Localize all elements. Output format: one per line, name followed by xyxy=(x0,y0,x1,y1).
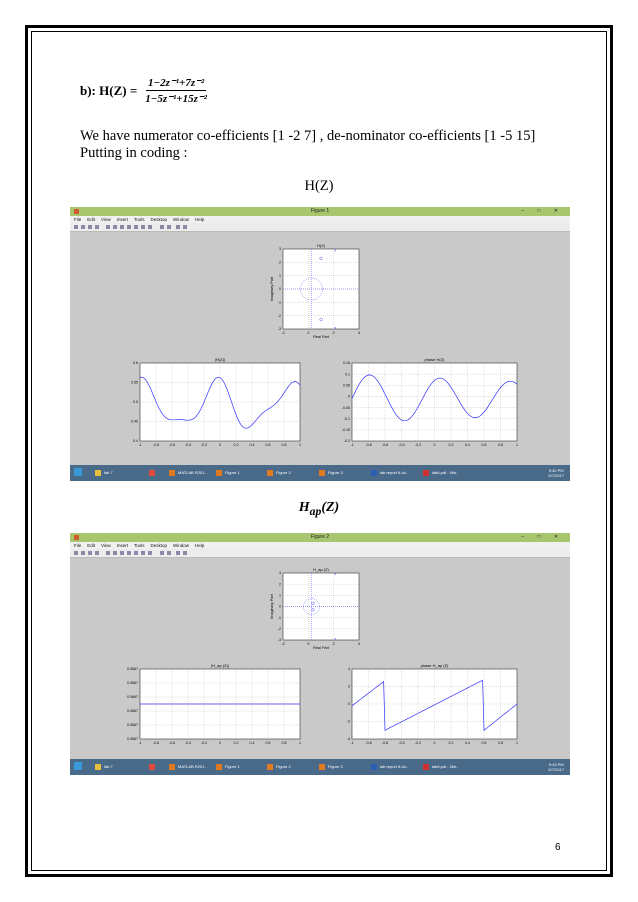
figure-2-screenshot xyxy=(70,533,570,775)
fig1-mag-xtick-label: 0.2 xyxy=(233,443,239,447)
menu-desktop[interactable]: Desktop xyxy=(150,217,168,222)
figure-1-screenshot xyxy=(70,207,570,481)
fig2-pz-ytick-label: 2 xyxy=(279,582,281,587)
fig2-phase-xtick-label: -0.2 xyxy=(414,741,422,745)
taskbar-clock: 9:42 PM 6/7/2017 xyxy=(548,468,564,478)
taskbar xyxy=(70,465,570,481)
fig1-mag-ytick-label: 0.6 xyxy=(133,361,138,366)
fig1-mag-title: |H(Z)| xyxy=(214,357,226,362)
fig2-phase-ytick-label: -4 xyxy=(346,737,350,742)
fig2-pz-ytick-label: -1 xyxy=(277,615,281,620)
fig2-pz-ytick-label: -3 xyxy=(277,638,281,643)
fig1-pz-pole-marker: x xyxy=(334,248,337,253)
fig1-pz-ytick-label: 1 xyxy=(279,273,281,278)
fig2-pz-ytick-label: 0 xyxy=(279,604,281,609)
taskbar-item[interactable]: Figure 1 xyxy=(215,467,240,479)
fig1-pz-pole-marker: x xyxy=(334,325,337,330)
fig1-pz-xlabel: Real Part xyxy=(313,335,329,339)
menu-file[interactable]: File xyxy=(74,217,82,222)
fig2-mag-xtick-label: -0.4 xyxy=(184,741,192,745)
fig1-phase-xtick-label: 1 xyxy=(516,443,518,447)
pdf-taskbar-item[interactable]: lab6.pdf - Nitr.. xyxy=(422,761,458,773)
fig1-mag-ytick-label: 0.4 xyxy=(133,439,138,444)
fig2-pz-xtick-label: -2 xyxy=(281,642,285,646)
fig1-mag-xtick-label: -0.2 xyxy=(200,443,208,447)
fig2-mag-xtick-label: 0 xyxy=(219,741,221,745)
taskbar-item[interactable]: lab 7 xyxy=(94,761,113,773)
fig1-pz-ytick-label: 2 xyxy=(279,260,281,265)
menu-insert[interactable]: Insert xyxy=(116,543,128,548)
page-number: 6 xyxy=(555,842,561,853)
menu-tools[interactable]: Tools xyxy=(133,217,145,222)
transfer-function-equation xyxy=(80,76,207,105)
fig1-phase-xtick-label: 0.6 xyxy=(481,443,487,447)
fig2-mag-ytick-label: 0.0667 xyxy=(127,681,138,686)
fig1-pz-ytick-label: 0 xyxy=(279,287,281,292)
fig2-mag-ytick-label: 0.0667 xyxy=(127,695,138,700)
fig1-mag-ytick-label: 0.5 xyxy=(133,400,138,405)
part-label: b): H(Z) = xyxy=(80,82,138,98)
window-controls: – □ ✕ xyxy=(521,208,564,214)
fig1-phase-ytick-label: -0.2 xyxy=(343,439,350,444)
fig2-phase-ytick-label: 2 xyxy=(348,684,350,689)
fig1-mag-xtick-label: -0.6 xyxy=(168,443,176,447)
fig2-mag-ytick-label: 0.0667 xyxy=(127,737,138,742)
fig2-mag-xtick-label: -1 xyxy=(138,741,142,745)
fig1-pz-ytick-label: -3 xyxy=(277,327,281,332)
fig2-phase-xtick-label: 0.8 xyxy=(498,741,503,745)
fig1-phase-ytick-label: -0.15 xyxy=(341,428,350,433)
fig2-pz-ytick-label: 1 xyxy=(279,593,281,598)
denominator: 1−5z⁻¹+15z⁻² xyxy=(145,93,207,105)
fig2-pz-xlabel: Real Part xyxy=(313,646,329,650)
fig2-phase-xtick-label: -1 xyxy=(350,741,354,745)
fig2-pz-pole-marker: x xyxy=(334,637,337,642)
fig1-mag-xtick-label: -0.8 xyxy=(152,443,160,447)
fig2-phase-xtick-label: 0.6 xyxy=(481,741,487,745)
fig1-phase-xtick-label: -0.8 xyxy=(365,443,372,447)
taskbar-item[interactable]: MATLAB R201.. xyxy=(168,761,207,773)
fig1-phase-title: phase H(Z) xyxy=(424,357,445,362)
window-title: Figure 2 xyxy=(310,534,330,540)
fig1-phase-ytick-label: 0.05 xyxy=(343,383,350,388)
menu-tools[interactable]: Tools xyxy=(133,543,145,548)
fig2-mag-xtick-label: 0.4 xyxy=(249,741,255,745)
fig1-pz-title: H(Z) xyxy=(317,243,325,248)
taskbar-item[interactable]: lab 7 xyxy=(94,467,113,479)
taskbar-item[interactable]: Figure 3 xyxy=(318,761,343,773)
fig2-phase-xtick-label: 0.4 xyxy=(465,741,470,745)
fig1-phase-xtick-label: 0 xyxy=(433,443,436,447)
fig2-mag-ytick-label: 0.0667 xyxy=(127,667,138,672)
fig2-phase-title: phase H_ap (Z) xyxy=(420,663,449,668)
menu-window[interactable]: Window xyxy=(173,543,190,548)
menu-view[interactable]: View xyxy=(101,217,111,222)
fig1-pz-ytick-label: 3 xyxy=(279,247,281,252)
fig2-mag-ytick-label: 0.0667 xyxy=(127,723,138,728)
taskbar xyxy=(70,759,570,775)
fig2-phase-xtick-label: -0.8 xyxy=(365,741,372,745)
fig2-phase-xtick-label: 0 xyxy=(433,741,436,745)
fig2-phase-ytick-label: 4 xyxy=(348,667,350,672)
menu-desktop[interactable]: Desktop xyxy=(150,543,168,548)
fig2-phase-ytick-label: 0 xyxy=(348,702,350,707)
taskbar-item[interactable]: Figure 3 xyxy=(318,467,343,479)
paragraph-line-1: We have numerator co-efficients [1 -2 7] , de-nominator co-efficients [1 -5 15] xyxy=(80,128,536,144)
fig2-phase-xtick-label: -0.6 xyxy=(381,741,389,745)
fig1-phase-xtick-label: 0.2 xyxy=(448,443,454,447)
fig1-mag-xtick-label: 0.6 xyxy=(265,443,271,447)
windows-start-icon[interactable] xyxy=(74,468,82,476)
fig1-mag-xtick-label: -0.4 xyxy=(184,443,192,447)
fig1-mag-xtick-label: 0.8 xyxy=(281,443,287,447)
fig2-phase-xtick-label: 0.2 xyxy=(448,741,454,745)
paragraph-line-2: Putting in coding : xyxy=(80,145,188,161)
fig1-pz-ytick-label: -2 xyxy=(277,313,281,318)
fig2-pz-pole-marker: x xyxy=(334,572,337,577)
menu-edit[interactable]: Edit xyxy=(87,217,96,222)
fig2-pz-xtick-label: 0 xyxy=(307,642,310,646)
fig1-phase-xtick-label: 0.4 xyxy=(465,443,470,447)
fig2-mag-xtick-label: 0.2 xyxy=(233,741,239,745)
chrome-icon[interactable] xyxy=(148,467,158,479)
window-controls: – □ ✕ xyxy=(521,534,564,540)
figure-2-caption: $H_{ap}(Z)$ xyxy=(298,500,340,518)
fig1-mag-xtick-label: 0 xyxy=(219,443,221,447)
fig1-phase-xtick-label: -0.4 xyxy=(398,443,405,447)
fig1-phase-xtick-label: -0.2 xyxy=(414,443,422,447)
taskbar-clock: 9:43 PM 6/7/2017 xyxy=(548,762,564,772)
window-title: Figure 1 xyxy=(310,208,330,214)
fig1-mag-ytick-label: 0.45 xyxy=(131,419,138,424)
fig1-phase-ytick-label: 0.1 xyxy=(345,372,350,377)
fig1-phase-ytick-label: -0.1 xyxy=(343,416,350,421)
menu-edit[interactable]: Edit xyxy=(87,543,96,548)
fig1-phase-ytick-label: 0.15 xyxy=(343,361,350,366)
fig1-mag-xtick-label: -1 xyxy=(138,443,142,447)
chrome-icon[interactable] xyxy=(148,761,158,773)
fig1-phase-ytick-label: 0 xyxy=(348,394,350,399)
fig1-phase-xtick-label: -1 xyxy=(350,443,354,447)
fig1-pz-xtick-label: -2 xyxy=(281,331,285,335)
taskbar-item[interactable]: MATLAB R201.. xyxy=(168,467,207,479)
figure-1-plots xyxy=(70,207,570,481)
fig2-phase-xtick-label: 1 xyxy=(516,741,518,745)
fig2-phase-ytick-label: -2 xyxy=(346,719,350,724)
word-taskbar-item[interactable]: lab report 6.do.. xyxy=(370,761,408,773)
fig1-phase-ytick-label: -0.05 xyxy=(341,405,350,410)
fig1-phase-xtick-label: -0.6 xyxy=(381,443,389,447)
fig2-pz-ylabel: Imaginary Part xyxy=(270,594,274,619)
menu-view[interactable]: View xyxy=(101,543,111,548)
fraction xyxy=(145,76,207,105)
fig1-mag-xtick-label: 1 xyxy=(299,443,301,447)
fig1-pz-xtick-label: 4 xyxy=(358,331,360,335)
fig2-mag-xtick-label: 0.6 xyxy=(265,741,271,745)
fig1-pz-xtick-label: 2 xyxy=(332,331,335,335)
fig2-pz-ytick-label: 3 xyxy=(279,571,281,576)
fig2-mag-title: |H_ap (Z)| xyxy=(211,663,229,668)
menu-window[interactable]: Window xyxy=(173,217,190,222)
fig2-phase-xtick-label: -0.4 xyxy=(398,741,405,745)
fig2-pz-xtick-label: 4 xyxy=(358,642,360,646)
fig1-pz-xtick-label: 0 xyxy=(307,331,310,335)
fig1-pz-ytick-label: -1 xyxy=(277,300,281,305)
figure-1-caption: H(Z) xyxy=(304,178,334,194)
fig2-pz-title: H_ap (Z) xyxy=(313,567,329,572)
fig2-mag-xtick-label: -0.6 xyxy=(168,741,176,745)
windows-start-icon[interactable] xyxy=(74,762,82,770)
taskbar-item[interactable]: Figure 1 xyxy=(215,761,240,773)
fig2-mag-ytick-label: 0.0667 xyxy=(127,709,138,714)
fig2-pz-ytick-label: -2 xyxy=(277,627,281,632)
fig2-mag-xtick-label: -0.2 xyxy=(200,741,208,745)
menu-help[interactable]: Help xyxy=(195,217,205,222)
menu-insert[interactable]: Insert xyxy=(116,217,128,222)
fig1-mag-ytick-label: 0.55 xyxy=(131,380,138,385)
fig2-mag-xtick-label: 0.8 xyxy=(281,741,287,745)
fig1-phase-xtick-label: 0.8 xyxy=(498,443,503,447)
description-paragraph xyxy=(80,128,580,162)
menu-help[interactable]: Help xyxy=(195,543,205,548)
fig2-mag-xtick-label: 1 xyxy=(299,741,301,745)
fig2-mag-xtick-label: -0.8 xyxy=(152,741,160,745)
taskbar-item[interactable]: Figure 2 xyxy=(266,467,291,479)
word-taskbar-item[interactable]: lab report 6.do.. xyxy=(370,467,408,479)
fig1-pz-ylabel: Imaginary Part xyxy=(270,276,274,302)
fig2-pz-xtick-label: 2 xyxy=(332,642,335,646)
numerator: 1−2z⁻¹+7z⁻² xyxy=(148,77,205,89)
pdf-taskbar-item[interactable]: lab6.pdf - Nitr.. xyxy=(422,467,458,479)
taskbar-item[interactable]: Figure 2 xyxy=(266,761,291,773)
figure-2-plots xyxy=(70,533,570,775)
menu-file[interactable]: File xyxy=(74,543,82,548)
fig1-mag-xtick-label: 0.4 xyxy=(249,443,255,447)
